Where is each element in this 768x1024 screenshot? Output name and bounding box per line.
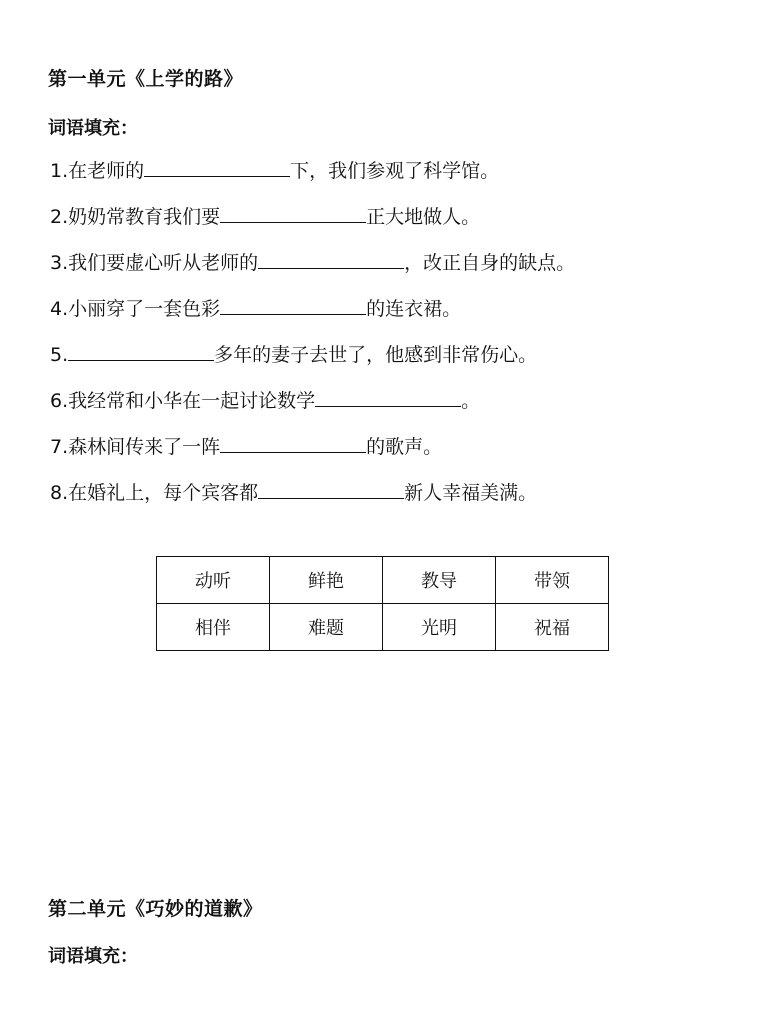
question-text-after: ，改正自身的缺点。 — [404, 252, 576, 274]
question-1 — [50, 156, 575, 202]
question-text-after: 。 — [461, 390, 481, 412]
answer-blank[interactable] — [220, 294, 366, 315]
question-8 — [50, 478, 575, 524]
question-2 — [50, 202, 575, 248]
unit1-section-label: 词语填充： — [48, 118, 138, 139]
question-text-before: 我经常和小华在一起讨论数学 — [68, 390, 316, 412]
question-number: 2. — [50, 206, 69, 228]
word-bank-cell: 难题 — [270, 604, 383, 651]
question-number: 7. — [50, 436, 69, 458]
word-bank-cell: 教导 — [383, 557, 496, 604]
unit1-title: 第一单元《上学的路》 — [48, 68, 244, 90]
question-number: 4. — [50, 298, 69, 320]
word-bank-cell: 带领 — [496, 557, 609, 604]
answer-blank[interactable] — [258, 478, 404, 499]
question-number: 8. — [50, 482, 69, 504]
question-text-after: 的连衣裙。 — [366, 298, 462, 320]
question-text-before: 在婚礼上，每个宾客都 — [68, 482, 259, 504]
question-text-after: 新人幸福美满。 — [404, 482, 538, 504]
word-bank-row — [157, 557, 609, 604]
question-text-before: 奶奶常教育我们要 — [68, 206, 221, 228]
question-text-before: 森林间传来了一阵 — [68, 436, 221, 458]
question-4 — [50, 294, 575, 340]
question-number: 1. — [50, 160, 69, 182]
question-number: 3. — [50, 252, 69, 274]
word-bank-cell: 祝福 — [496, 604, 609, 651]
question-5 — [50, 340, 575, 386]
answer-blank[interactable] — [144, 156, 290, 177]
unit2-title: 第二单元《巧妙的道歉》 — [48, 898, 263, 920]
word-bank-table — [156, 556, 609, 651]
question-text-after: 多年的妻子去世了，他感到非常伤心。 — [214, 344, 538, 366]
question-3 — [50, 248, 575, 294]
question-text-before: 在老师的 — [68, 160, 145, 182]
answer-blank[interactable] — [220, 432, 366, 453]
word-bank-row — [157, 604, 609, 651]
question-text-before: 我们要虚心听从老师的 — [68, 252, 259, 274]
unit1-question-list — [50, 156, 575, 524]
question-text-after: 下，我们参观了科学馆。 — [290, 160, 500, 182]
answer-blank[interactable] — [258, 248, 404, 269]
question-text-after: 的歌声。 — [366, 436, 443, 458]
unit2-section-label: 词语填充： — [48, 946, 138, 967]
question-text-before: 小丽穿了一套色彩 — [68, 298, 221, 320]
answer-blank[interactable] — [315, 386, 461, 407]
word-bank-cell: 相伴 — [157, 604, 270, 651]
answer-blank[interactable] — [220, 202, 366, 223]
question-text-after: 正大地做人。 — [366, 206, 481, 228]
word-bank-cell: 动听 — [157, 557, 270, 604]
question-6 — [50, 386, 575, 432]
word-bank-cell: 鲜艳 — [270, 557, 383, 604]
answer-blank[interactable] — [68, 340, 214, 361]
question-number: 6. — [50, 390, 69, 412]
question-number: 5. — [50, 344, 69, 366]
word-bank-cell: 光明 — [383, 604, 496, 651]
question-7 — [50, 432, 575, 478]
